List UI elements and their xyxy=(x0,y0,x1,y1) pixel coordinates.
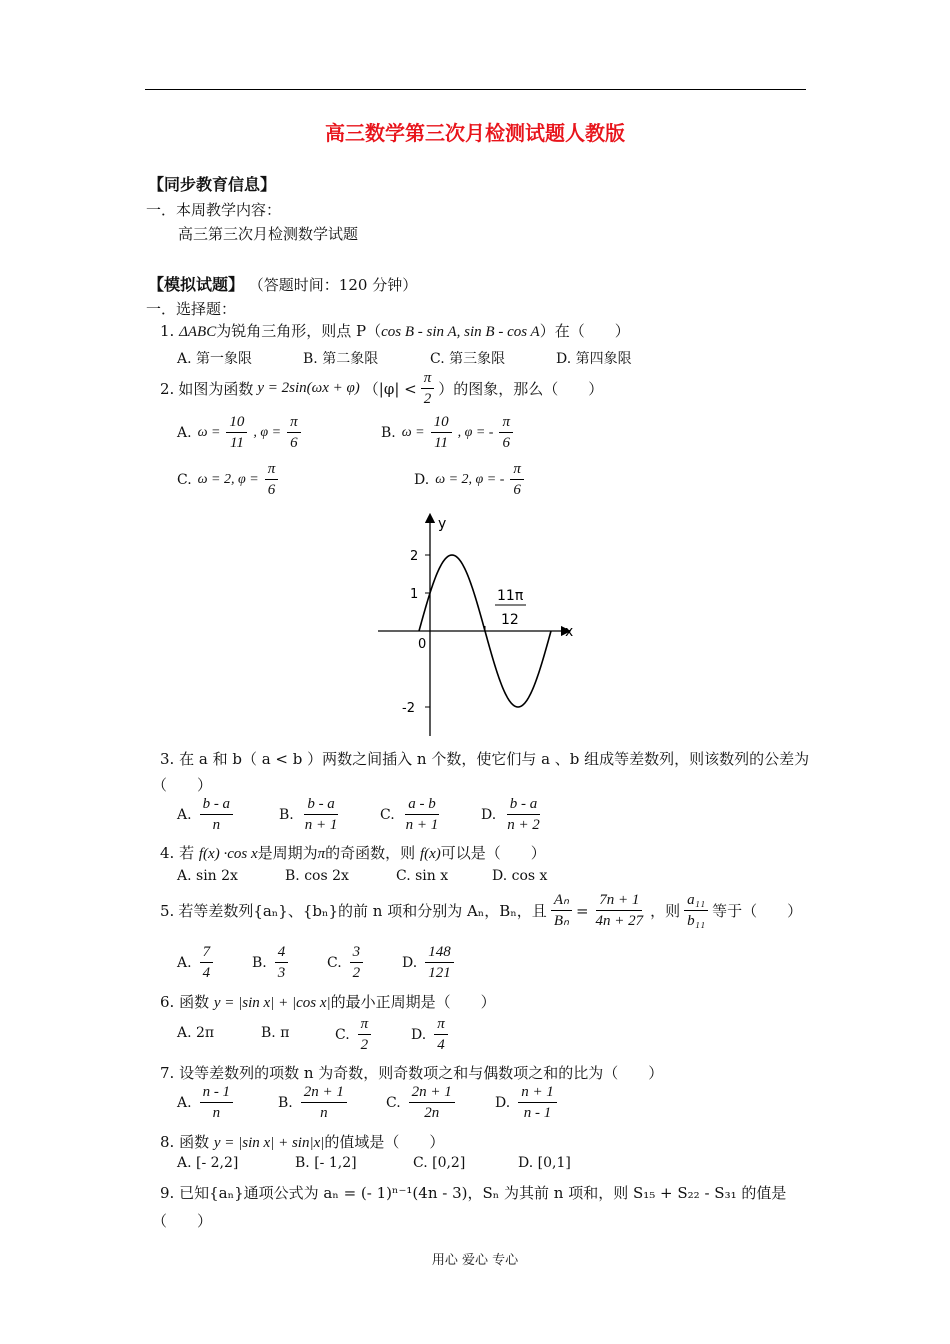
q2-option-a: A. ω = $\frac{10}{11}$ , φ = $\frac{\pi}{6}$ xyxy=(177,412,301,453)
q1-option-b: B. 第二象限 xyxy=(303,351,379,367)
q5-option-d: D. $\frac{148}{121}$ xyxy=(402,942,454,983)
question-9: 9. 已知{aₙ}通项公式为 aₙ = (- 1)ⁿ⁻¹(4n - 3)，Sₙ 为其前 n 项和，则 S₁₅ + S₂₂ - S₃₁ 的值是 xyxy=(160,1184,787,1202)
q1-option-a: A. 第一象限 xyxy=(177,351,253,367)
q2-option-b: B. ω = $\frac{10}{11}$ , φ = - $\frac{\pi}{6}$ xyxy=(381,412,513,453)
q8-option-c: C. [0,2] xyxy=(413,1155,466,1171)
sine-graph xyxy=(370,508,580,738)
question-3: 3. 在 a 和 b（ a < b ）两数之间插入 n 个数，使它们与 a 、b 组成等差数列，则该数列的公差为 xyxy=(160,750,810,768)
page-title: 高三数学第三次月检测试题人教版 xyxy=(325,121,625,145)
q3-option-a: A. $\frac{b - a}{n}$ xyxy=(177,794,233,835)
q1-option-c: C. 第三象限 xyxy=(430,351,506,367)
header-rule xyxy=(145,89,806,90)
q8-option-d: D. [0,1] xyxy=(518,1155,571,1171)
q5-option-c: C. $\frac{3}{2}$ xyxy=(327,942,363,983)
q3-option-c: C. $\frac{a - b}{n + 1}$ xyxy=(380,796,439,833)
test-time: （答题时间：120 分钟） xyxy=(248,276,418,294)
x-mark-numerator: 11π xyxy=(497,588,524,604)
question-4: 4. 若 f(x) ·cos x是周期为π的奇函数，则 f(x)可以是（ ） xyxy=(160,844,546,862)
q1-option-d: D. 第四象限 xyxy=(556,351,632,367)
content-label: 一．本周教学内容： xyxy=(146,201,282,219)
info-header: 【同步教育信息】 xyxy=(148,175,277,194)
q3-option-b: B. $\frac{b - a}{n + 1}$ xyxy=(279,796,338,833)
q4-option-d: D. cos x xyxy=(492,868,548,884)
question-1: 1. ΔABC为锐角三角形，则点 P（cos B - sin A, sin B - cos A）在（ ） xyxy=(160,322,630,340)
section-choice: 一．选择题： xyxy=(146,300,237,318)
q6-option-c: C. $\frac{\pi}{2}$ xyxy=(335,1014,371,1055)
tick-minus-2: -2 xyxy=(402,701,415,716)
q7-option-d: D. $\frac{n + 1}{n - 1}$ xyxy=(495,1082,557,1123)
q5-option-a: A. $\frac{7}{4}$ xyxy=(177,942,213,983)
tick-0: 0 xyxy=(418,637,427,652)
q5-option-b: B. $\frac{4}{3}$ xyxy=(252,942,288,983)
page-footer: 用心 爱心 专心 xyxy=(431,1253,519,1268)
q2-option-d: D. ω = 2, φ = - $\frac{\pi}{6}$ xyxy=(414,459,524,500)
question-8: 8. 函数 y = |sin x| + sin|x|的值域是（ ） xyxy=(160,1133,445,1151)
question-3-paren: （ ） xyxy=(152,776,213,794)
question-6: 6. 函数 y = |sin x| + |cos x|的最小正周期是（ ） xyxy=(160,993,496,1011)
tick-2: 2 xyxy=(410,549,419,564)
content-text: 高三第三次月检测数学试题 xyxy=(178,225,359,243)
question-9-paren: （ ） xyxy=(152,1212,213,1230)
q8-option-b: B. [- 1,2] xyxy=(295,1155,357,1171)
q3-option-d: D. $\frac{b - a}{n + 2}$ xyxy=(481,796,540,833)
tick-1: 1 xyxy=(410,587,419,602)
q7-option-b: B. $\frac{2n + 1}{n}$ xyxy=(278,1082,347,1123)
y-axis-label: y xyxy=(438,516,447,532)
q6-option-b: B. π xyxy=(261,1025,290,1041)
test-header: 【模拟试题】 xyxy=(148,275,245,294)
question-7: 7. 设等差数列的项数 n 为奇数，则奇数项之和与偶数项之和的比为（ ） xyxy=(160,1064,664,1082)
q7-option-a: A. $\frac{n - 1}{n}$ xyxy=(177,1082,233,1123)
q8-option-a: A. [- 2,2] xyxy=(177,1155,239,1171)
q2-option-c: C. ω = 2, φ = $\frac{\pi}{6}$ xyxy=(177,459,278,500)
test-header-line xyxy=(148,272,417,295)
q4-option-b: B. cos 2x xyxy=(285,868,349,884)
x-axis-label: x xyxy=(565,624,574,640)
q4-option-c: C. sin x xyxy=(396,868,449,884)
question-2: 2. 如图为函数 y = 2sin(ωx + φ) （|φ| < $\frac{\pi}{2}$ ）的图象，那么（ ） xyxy=(160,370,604,407)
q4-option-a: A. sin 2x xyxy=(177,868,238,884)
q6-option-d: D. $\frac{\pi}{4}$ xyxy=(411,1014,448,1055)
question-5: 5. 若等差数列{aₙ}、{bₙ}的前 n 项和分别为 Aₙ，Bₙ，且 $\frac{\text{Aₙ}}{\text{Bₙ}}$ = $\frac{7n + 1}{4n + 27}$ ，则 $\frac{\text{a₁₁}}{\text{b₁₁}}$ 等于（ ） xyxy=(160,892,803,929)
q6-option-a: A. 2π xyxy=(177,1025,215,1041)
x-mark-denominator: 12 xyxy=(501,612,519,628)
q7-option-c: C. $\frac{2n + 1}{2n}$ xyxy=(386,1082,455,1123)
